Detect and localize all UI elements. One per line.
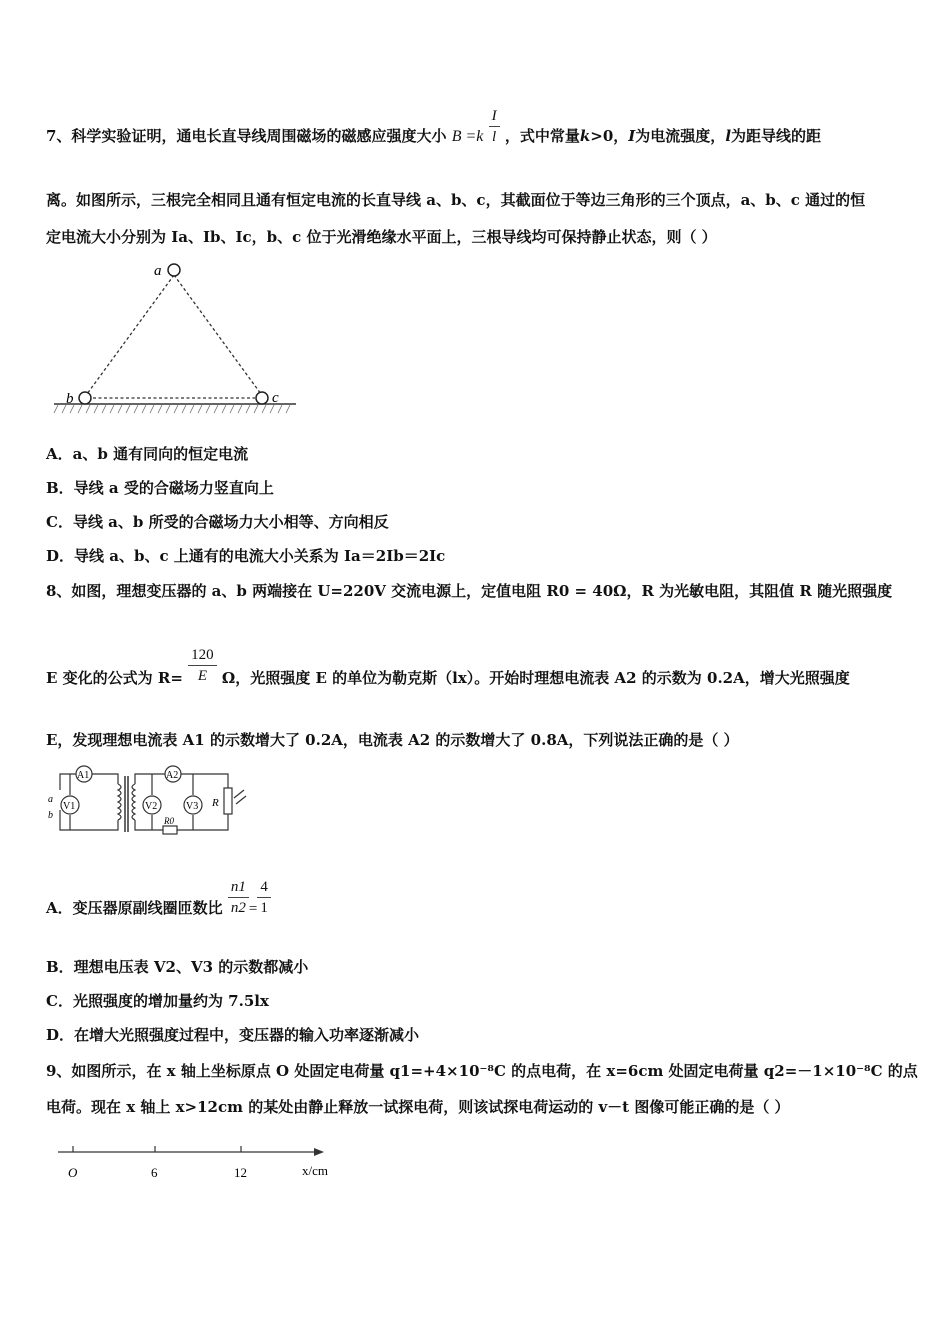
q8-line2: E 变化的公式为 R= $\frac{120}{E}$ Ω，光照强度 E 的单位为勒克斯（lx）。开始时理想电流表 A2 的示数为 0.2A，增大光照强度 — [46, 646, 850, 687]
axis-tick-6: 6 — [151, 1165, 158, 1180]
q7-stem-text: 7、科学实验证明，通电长直导线周围磁场的磁感应强度大小 — [46, 127, 447, 145]
svg-text:b: b — [48, 810, 53, 821]
svg-text:V3: V3 — [186, 801, 199, 812]
q9-line2: 电荷。现在 x 轴上 x>12cm 的某处由静止释放一试探电荷，则该试探电荷运动的 v－t 图像可能正确的是（ ） — [46, 1098, 790, 1116]
svg-text:R0: R0 — [164, 816, 174, 826]
q9-line1: 9、如图所示，在 x 轴上坐标原点 O 处固定电荷量 q1=+4×10⁻⁸C 的点电荷，在 x=6cm 处固定电荷量 q2=－1×10⁻⁸C 的点 — [46, 1062, 918, 1080]
q9-x-axis-figure — [56, 1140, 346, 1185]
wire-a-circle — [168, 264, 180, 276]
axis-tick-12: 12 — [234, 1165, 247, 1180]
svg-text:A1: A1 — [77, 770, 90, 781]
svg-text:R: R — [212, 797, 219, 809]
axis-origin-label: O — [68, 1165, 78, 1180]
q8-option-a: A．变压器原副线圈匝数比 $\frac{n1}{n2}$ = $\frac{4}{1}$ — [46, 898, 271, 919]
svg-text:A2: A2 — [166, 770, 179, 781]
q7-option-a: A．a、b 通有同向的恒定电流 — [46, 445, 249, 463]
q7-option-d: D．导线 a、b、c 上通有的电流大小关系为 Ia＝2Ib＝2Ic — [46, 547, 446, 565]
svg-text:a: a — [48, 794, 53, 805]
q8-option-d: D．在增大光照强度过程中，变压器的输入功率逐渐减小 — [46, 1026, 420, 1044]
label-b: b — [66, 391, 74, 407]
q7-triangle-figure — [50, 258, 310, 418]
q8-option-c: C．光照强度的增加量约为 7.5lx — [46, 992, 269, 1010]
q7-option-b: B．导线 a 受的合磁场力竖直向上 — [46, 479, 274, 497]
label-a: a — [154, 263, 162, 279]
q8-turns-ratio-fraction: $\frac{n1}{n2}$ — [228, 877, 249, 918]
q7-line2: 离。如图所示，三根完全相同且通有恒定电流的长直导线 a、b、c，其截面位于等边三角形的三个顶点，a、b、c 通过的恒 — [46, 191, 866, 209]
label-c: c — [272, 390, 279, 406]
q7-line3: 定电流大小分别为 Ia、Ib、Ic，b、c 位于光滑绝缘水平面上，三根导线均可保持静止状态，则（ ） — [46, 228, 717, 246]
q8-option-b: B．理想电压表 V2、V3 的示数都减小 — [46, 958, 309, 976]
q7-option-c: C．导线 a、b 所受的合磁场力大小相等、方向相反 — [46, 513, 389, 531]
wire-c-circle — [256, 392, 268, 404]
q8-line3: E，发现理想电流表 A1 的示数增大了 0.2A，电流表 A2 的示数增大了 0.8A，下列说法正确的是（ ） — [46, 731, 739, 749]
q7-formula-left: B =k — [451, 128, 484, 145]
q8-circuit-diagram — [48, 762, 248, 840]
wire-b-circle — [79, 392, 91, 404]
svg-text:V2: V2 — [145, 801, 158, 812]
axis-unit-label: x/cm — [302, 1163, 328, 1178]
q7-line1: 7、科学实验证明，通电长直导线周围磁场的磁感应强度大小 B =k $\frac{I}{l}$ ，式中常量k>0，I为电流强度，l为距导线的距 — [46, 107, 822, 145]
q8-line1: 8、如图，理想变压器的 a、b 两端接在 U=220V 交流电源上，定值电阻 R0 = 40Ω，R 为光敏电阻，其阻值 R 随光照强度 — [46, 582, 893, 600]
svg-text:V1: V1 — [63, 801, 76, 812]
q8-formula-fraction: $\frac{120}{E}$ — [188, 645, 217, 686]
q7-formula-fraction: $\frac{I}{l}$ — [489, 106, 500, 147]
